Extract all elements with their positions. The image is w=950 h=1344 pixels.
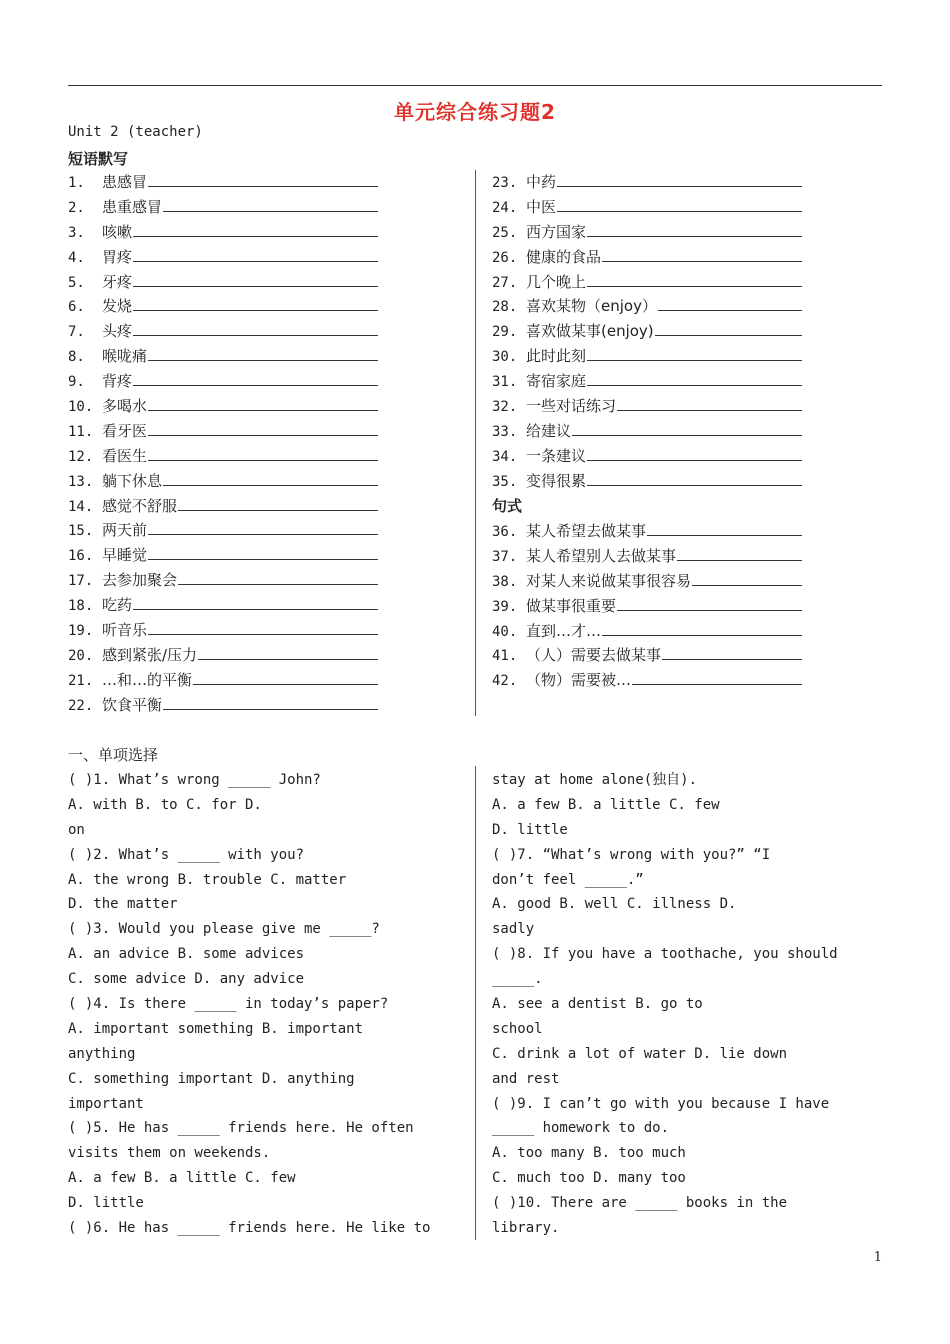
phrase-item	[492, 245, 802, 270]
phrase-item	[68, 494, 378, 519]
question-line: library.	[492, 1220, 560, 1237]
phrase-number: 40.	[492, 623, 518, 640]
column-divider-top	[475, 170, 476, 716]
question-line: sadly	[492, 921, 535, 938]
mc-right-column	[492, 768, 838, 1241]
answer-blank[interactable]	[617, 594, 802, 611]
phrase-number: 9.	[68, 374, 85, 391]
phrase-item	[492, 170, 802, 195]
question-line: ( )10. There are _____ books in the	[492, 1195, 788, 1212]
question-line: A. good B. well C. illness D.	[492, 896, 737, 913]
phrase-item	[68, 693, 378, 718]
phrase-text: 感觉不舒服	[102, 496, 178, 515]
phrase-item	[68, 344, 378, 369]
answer-blank[interactable]	[178, 568, 378, 585]
phrase-item	[492, 619, 802, 644]
phrase-number: 6.	[68, 299, 85, 316]
sentences-column	[492, 519, 802, 693]
page-number: 1	[873, 1250, 882, 1265]
section-heading-phrases: 短语默写	[68, 150, 129, 168]
question-line: ( )4. Is there _____ in today’s paper?	[68, 996, 389, 1013]
phrase-text: （物）需要被…	[526, 671, 632, 690]
phrase-number: 10.	[68, 399, 94, 416]
phrase-number: 2.	[68, 199, 85, 216]
mc-left-column	[68, 768, 430, 1241]
phrase-text: 吃药	[102, 596, 133, 615]
phrase-text: 牙疼	[102, 272, 133, 291]
phrase-number: 15.	[68, 523, 94, 540]
phrase-number: 27.	[492, 274, 518, 291]
phrase-text: （人）需要去做某事	[526, 646, 662, 665]
question-line: ( )7. “What’s wrong with you?” “I	[492, 846, 771, 863]
phrase-item	[68, 419, 378, 444]
phrase-text: 多喝水	[102, 397, 148, 416]
phrase-item	[492, 394, 802, 419]
phrase-item	[492, 594, 802, 619]
answer-blank[interactable]	[133, 593, 378, 610]
phrase-number: 37.	[492, 548, 518, 565]
phrase-item	[492, 569, 802, 594]
phrase-item	[68, 668, 378, 693]
section-heading-sentence: 句式	[492, 497, 523, 515]
phrase-item	[68, 220, 378, 245]
phrase-text: 咳嗽	[102, 222, 133, 241]
phrase-item	[68, 593, 378, 618]
phrase-item	[68, 270, 378, 295]
phrase-number: 3.	[68, 224, 85, 241]
question-line: C. drink a lot of water D. lie down	[492, 1045, 788, 1062]
phrase-item	[68, 444, 378, 469]
phrase-text: 西方国家	[526, 222, 587, 241]
answer-blank[interactable]	[647, 519, 802, 536]
question-line: D. little	[492, 821, 568, 838]
answer-blank[interactable]	[677, 544, 802, 561]
phrase-number: 35.	[492, 473, 518, 490]
phrase-item	[492, 419, 802, 444]
phrase-text: 躺下休息	[102, 471, 163, 490]
phrase-number: 42.	[492, 673, 518, 690]
phrase-text: 去参加聚会	[102, 571, 178, 590]
question-line: school	[492, 1020, 543, 1037]
answer-blank[interactable]	[557, 195, 802, 212]
unit-subtitle: Unit 2 (teacher)	[68, 124, 203, 140]
column-divider-bottom	[475, 766, 476, 1240]
page-title: 单元综合练习题2	[394, 100, 556, 124]
phrase-text: 听音乐	[102, 621, 148, 640]
question-line: _____ homework to do.	[492, 1120, 670, 1137]
answer-blank[interactable]	[617, 394, 802, 411]
answer-blank[interactable]	[133, 220, 378, 237]
phrase-text: 两天前	[102, 521, 148, 540]
answer-blank[interactable]	[572, 419, 802, 436]
question-line: A. see a dentist B. go to	[492, 996, 703, 1013]
phrase-item	[68, 369, 378, 394]
question-line: ( )6. He has _____ friends here. He like to	[68, 1220, 431, 1237]
phrase-text: 患感冒	[102, 173, 148, 191]
phrase-text: 直到…才…	[526, 621, 602, 640]
phrase-number: 24.	[492, 199, 518, 216]
phrase-text: 几个晚上	[526, 272, 587, 291]
phrase-text: 患重感冒	[102, 197, 163, 216]
question-line: ( )9. I can’t go with you because I have	[492, 1095, 830, 1112]
phrase-item	[68, 195, 378, 220]
answer-blank[interactable]	[602, 245, 802, 262]
section-heading-mc: 一、单项选择	[68, 746, 159, 764]
phrase-item	[68, 170, 378, 195]
phrase-item	[492, 319, 802, 344]
answer-blank[interactable]	[587, 469, 802, 486]
question-line: A. important something B. important	[68, 1020, 364, 1037]
phrase-item	[68, 543, 378, 568]
phrase-text: 喜欢某物（enjoy）	[526, 297, 657, 316]
phrase-number: 17.	[68, 573, 94, 590]
answer-blank[interactable]	[133, 369, 378, 386]
phrase-text: 饮食平衡	[102, 695, 163, 714]
phrase-item	[492, 544, 802, 569]
phrase-item	[492, 668, 802, 693]
phrases-right-column	[492, 170, 802, 494]
phrase-text: 感到紧张/压力	[102, 645, 198, 664]
phrase-item	[492, 444, 802, 469]
phrase-number: 20.	[68, 647, 94, 664]
answer-blank[interactable]	[193, 668, 378, 685]
phrase-text: 一条建议	[526, 446, 587, 465]
question-line: visits them on weekends.	[68, 1145, 271, 1162]
question-line: ( )2. What’s _____ with you?	[68, 846, 305, 863]
phrase-text: 对某人来说做某事很容易	[526, 571, 692, 590]
phrase-text: 中医	[526, 197, 557, 216]
phrases-left-column	[68, 170, 378, 718]
answer-blank[interactable]	[133, 319, 378, 336]
phrase-text: 发烧	[102, 297, 133, 316]
answer-blank[interactable]	[148, 394, 378, 411]
answer-blank[interactable]	[662, 643, 802, 660]
phrase-item	[492, 344, 802, 369]
question-line: A. the wrong B. trouble C. matter	[68, 871, 347, 888]
answer-blank[interactable]	[148, 170, 378, 187]
phrase-text: …和…的平衡	[102, 670, 193, 689]
phrase-number: 36.	[492, 524, 518, 540]
answer-blank[interactable]	[163, 195, 378, 212]
phrase-number: 41.	[492, 648, 518, 665]
phrase-number: 39.	[492, 598, 518, 615]
phrase-number: 25.	[492, 224, 518, 241]
phrase-text: 给建议	[526, 421, 572, 440]
phrase-text: 此时此刻	[526, 347, 587, 366]
phrase-text: 看牙医	[102, 421, 148, 440]
phrase-number: 13.	[68, 473, 94, 490]
phrase-item	[68, 568, 378, 593]
answer-blank[interactable]	[178, 494, 378, 511]
question-line: D. little	[68, 1195, 144, 1212]
phrase-number: 38.	[492, 573, 518, 590]
phrase-item	[492, 369, 802, 394]
phrase-number: 29.	[492, 324, 518, 341]
question-line: ( )3. Would you please give me _____?	[68, 921, 380, 938]
answer-blank[interactable]	[587, 344, 802, 361]
phrase-text: 头疼	[102, 322, 133, 341]
phrase-text: 中药	[526, 173, 557, 191]
phrase-item	[68, 319, 378, 344]
answer-blank[interactable]	[133, 294, 378, 311]
phrase-item	[68, 518, 378, 543]
phrase-number: 1.	[68, 175, 85, 191]
phrase-item	[492, 195, 802, 220]
phrase-item	[492, 469, 802, 494]
phrase-item	[492, 643, 802, 668]
question-line: A. a few B. a little C. few	[68, 1170, 296, 1187]
answer-blank[interactable]	[163, 693, 378, 710]
phrase-text: 某人希望别人去做某事	[526, 546, 677, 565]
question-line: stay at home alone(独自).	[492, 772, 698, 788]
phrase-number: 7.	[68, 324, 85, 341]
answer-blank[interactable]	[602, 619, 802, 636]
phrase-item	[68, 618, 378, 643]
question-line: on	[68, 821, 85, 838]
answer-blank[interactable]	[198, 643, 378, 660]
phrase-number: 26.	[492, 249, 518, 266]
answer-blank[interactable]	[587, 369, 802, 386]
answer-blank[interactable]	[587, 444, 802, 461]
question-line: ( )5. He has _____ friends here. He often	[68, 1120, 414, 1137]
phrase-number: 21.	[68, 672, 94, 689]
question-line: D. the matter	[68, 896, 178, 913]
answer-blank[interactable]	[658, 294, 802, 311]
phrase-text: 早睡觉	[102, 546, 148, 565]
answer-blank[interactable]	[587, 270, 802, 287]
phrase-number: 22.	[68, 697, 94, 714]
question-line: C. something important D. anything	[68, 1070, 355, 1087]
phrase-number: 11.	[68, 423, 94, 440]
phrase-item	[492, 519, 802, 544]
phrase-text: 胃疼	[102, 247, 133, 266]
phrase-item	[68, 643, 378, 668]
phrase-text: 寄宿家庭	[526, 372, 587, 391]
question-line: ( )8. If you have a toothache, you should	[492, 946, 838, 963]
phrase-item	[68, 245, 378, 270]
question-line: A. an advice B. some advices	[68, 946, 305, 963]
question-line: _____.	[492, 971, 543, 988]
answer-blank[interactable]	[148, 618, 378, 635]
phrase-number: 33.	[492, 423, 518, 440]
phrase-text: 某人希望去做某事	[526, 522, 647, 540]
phrase-text: 健康的食品	[526, 247, 602, 266]
answer-blank[interactable]	[587, 220, 802, 237]
phrase-item	[68, 394, 378, 419]
question-line: don’t feel _____.”	[492, 871, 644, 888]
question-line: ( )1. What’s wrong _____ John?	[68, 772, 321, 788]
phrase-item	[68, 294, 378, 319]
phrase-number: 8.	[68, 349, 85, 366]
phrase-number: 18.	[68, 598, 94, 615]
phrase-number: 32.	[492, 399, 518, 416]
phrase-text: 一些对话练习	[526, 397, 617, 416]
phrase-number: 31.	[492, 374, 518, 391]
phrase-number: 12.	[68, 448, 94, 465]
phrase-number: 30.	[492, 349, 518, 366]
question-line: C. some advice D. any advice	[68, 971, 305, 988]
phrase-text: 做某事很重要	[526, 596, 617, 615]
phrase-item	[68, 469, 378, 494]
phrase-text: 喉咙痛	[102, 347, 148, 366]
answer-blank[interactable]	[692, 569, 802, 586]
phrase-number: 19.	[68, 623, 94, 640]
phrase-item	[492, 270, 802, 295]
phrase-text: 变得很累	[526, 471, 587, 490]
question-line: A. a few B. a little C. few	[492, 796, 720, 813]
answer-blank[interactable]	[632, 668, 802, 685]
phrase-number: 4.	[68, 249, 85, 266]
question-line: C. much too D. many too	[492, 1170, 686, 1187]
phrase-item	[492, 220, 802, 245]
question-line: important	[68, 1095, 144, 1112]
phrase-text: 背疼	[102, 372, 133, 391]
header-rule	[68, 85, 882, 86]
answer-blank[interactable]	[163, 469, 378, 486]
phrase-text: 看医生	[102, 446, 148, 465]
answer-blank[interactable]	[148, 444, 378, 461]
phrase-number: 16.	[68, 548, 94, 565]
phrase-number: 14.	[68, 498, 94, 515]
answer-blank[interactable]	[133, 245, 378, 262]
answer-blank[interactable]	[148, 344, 378, 361]
phrase-text: 喜欢做某事(enjoy)	[526, 322, 654, 341]
answer-blank[interactable]	[148, 518, 378, 535]
phrase-number: 23.	[492, 175, 518, 191]
question-line: A. with B. to C. for D.	[68, 796, 262, 813]
answer-blank[interactable]	[148, 419, 378, 436]
answer-blank[interactable]	[655, 319, 802, 336]
question-line: anything	[68, 1045, 136, 1062]
phrase-number: 5.	[68, 274, 85, 291]
answer-blank[interactable]	[557, 170, 802, 187]
phrase-number: 28.	[492, 299, 518, 316]
phrase-number: 34.	[492, 448, 518, 465]
question-line: A. too many B. too much	[492, 1145, 686, 1162]
answer-blank[interactable]	[148, 543, 378, 560]
answer-blank[interactable]	[133, 270, 378, 287]
phrase-item	[492, 294, 802, 319]
question-line: and rest	[492, 1070, 560, 1087]
